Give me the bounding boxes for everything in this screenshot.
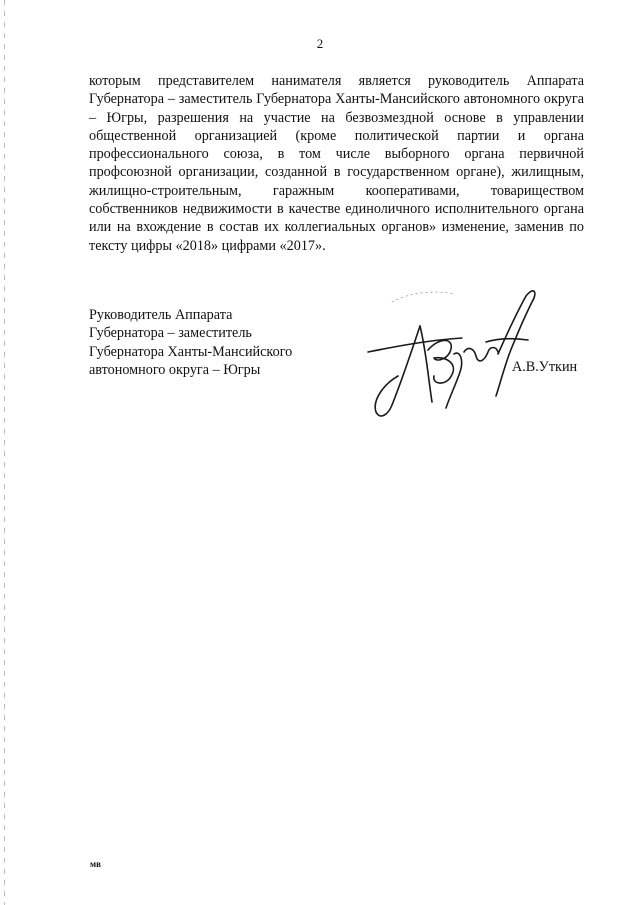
signature-title-block [89,306,349,379]
signature-title-line: Губернатора Ханты-Мансийского [89,343,293,360]
signature-title-line: автономного округа – Югры [89,361,261,378]
page-number: 2 [316,36,324,51]
footer-initials: мв [90,859,101,869]
handwritten-signature [350,280,550,430]
signature-title-line: Губернатора – заместитель [89,325,252,342]
signer-name: А.В.Уткин [512,359,578,375]
scan-edge-artifact [4,0,5,905]
signature-title-line: Руководитель Аппарата [89,307,233,323]
body-paragraph: которым представителем нанимателя является руководитель Аппарата Губернатора – заместитель Губернатора Ханты-Мансийского автономного округа – Югры, разрешения на участие на безвозмездной основе в управлении общественной организацией (кроме политической партии и органа профессионального союза, в том числе выборного органа первичной профсоюзной организации, созданной в государственном органе), жилищным, жилищно-строительным, гаражным кооперативами, товариществом собственников недвижимости в качестве единоличного исполнительного органа или на вхождение в состав их коллегиальных органов» изменение, заменив по тексту цифры «2018» цифрами «2017». [89,73,584,254]
